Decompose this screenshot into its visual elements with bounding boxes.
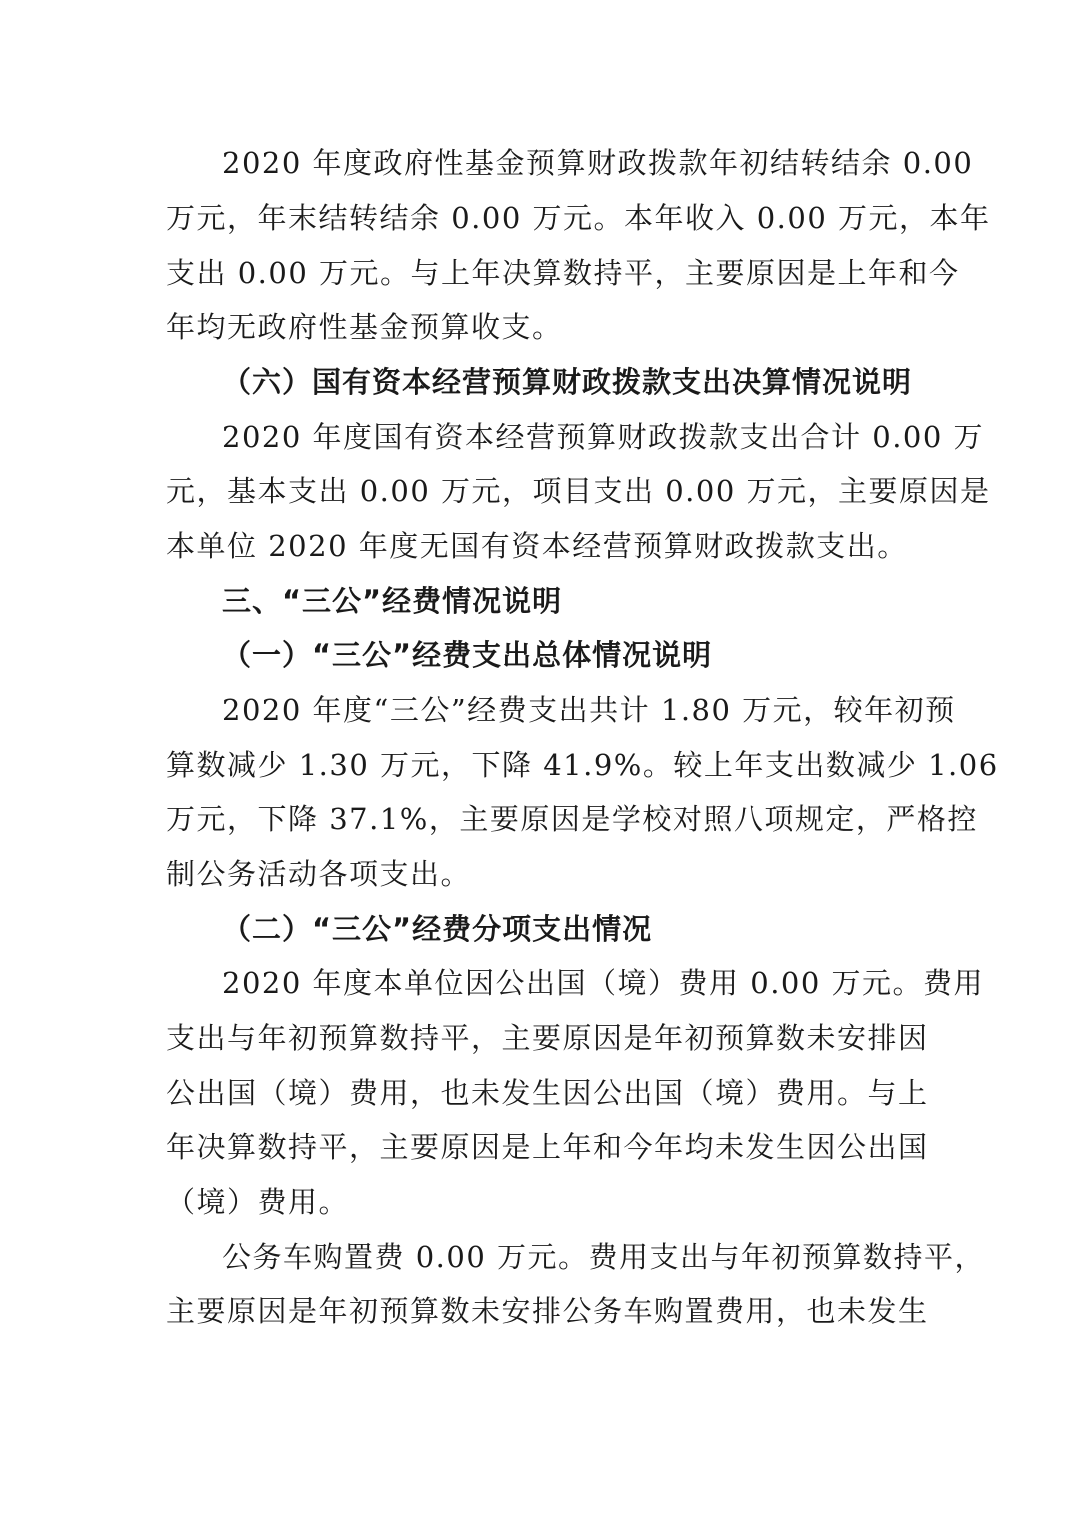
paragraph-line: 2020 年度本单位因公出国（境）费用 0.00 万元。费用 (222, 966, 985, 1000)
section-heading-1: （一）“三公”经费支出总体情况说明 (222, 638, 713, 672)
paragraph-line: 2020 年度政府性基金预算财政拨款年初结转结余 0.00 (222, 146, 974, 180)
paragraph-line: 年均无政府性基金预算收支。 (166, 310, 563, 344)
paragraph-line: 年决算数持平，主要原因是上年和今年均未发生因公出国 (166, 1130, 929, 1164)
section-heading-6: （六）国有资本经营预算财政拨款支出决算情况说明 (222, 365, 913, 399)
paragraph-line: 2020 年度“三公”经费支出共计 1.80 万元，较年初预 (222, 693, 956, 727)
paragraph-line: （境）费用。 (166, 1185, 350, 1219)
paragraph-line: 公出国（境）费用，也未发生因公出国（境）费用。与上 (166, 1076, 929, 1110)
paragraph-line: 万元，下降 37.1%，主要原因是学校对照八项规定，严格控 (166, 802, 978, 836)
paragraph-line: 公务车购置费 0.00 万元。费用支出与年初预算数持平， (222, 1240, 986, 1274)
paragraph-line: 主要原因是年初预算数未安排公务车购置费用，也未发生 (166, 1294, 929, 1328)
paragraph-line: 制公务活动各项支出。 (166, 857, 472, 891)
paragraph-line: 支出 0.00 万元。与上年决算数持平，主要原因是上年和今 (166, 256, 960, 290)
paragraph-line: 元，基本支出 0.00 万元，项目支出 0.00 万元，主要原因是 (166, 474, 991, 508)
paragraph-line: 算数减少 1.30 万元，下降 41.9%。较上年支出数减少 1.06 (166, 748, 999, 782)
paragraph-line: 本单位 2020 年度无国有资本经营预算财政拨款支出。 (166, 529, 908, 563)
paragraph-line: 万元，年末结转结余 0.00 万元。本年收入 0.00 万元，本年 (166, 201, 991, 235)
chapter-heading-3: 三、“三公”经费情况说明 (222, 584, 563, 618)
paragraph-line: 2020 年度国有资本经营预算财政拨款支出合计 0.00 万 (222, 420, 985, 454)
paragraph-line: 支出与年初预算数持平，主要原因是年初预算数未安排因 (166, 1021, 929, 1055)
section-heading-2: （二）“三公”经费分项支出情况 (222, 912, 653, 946)
